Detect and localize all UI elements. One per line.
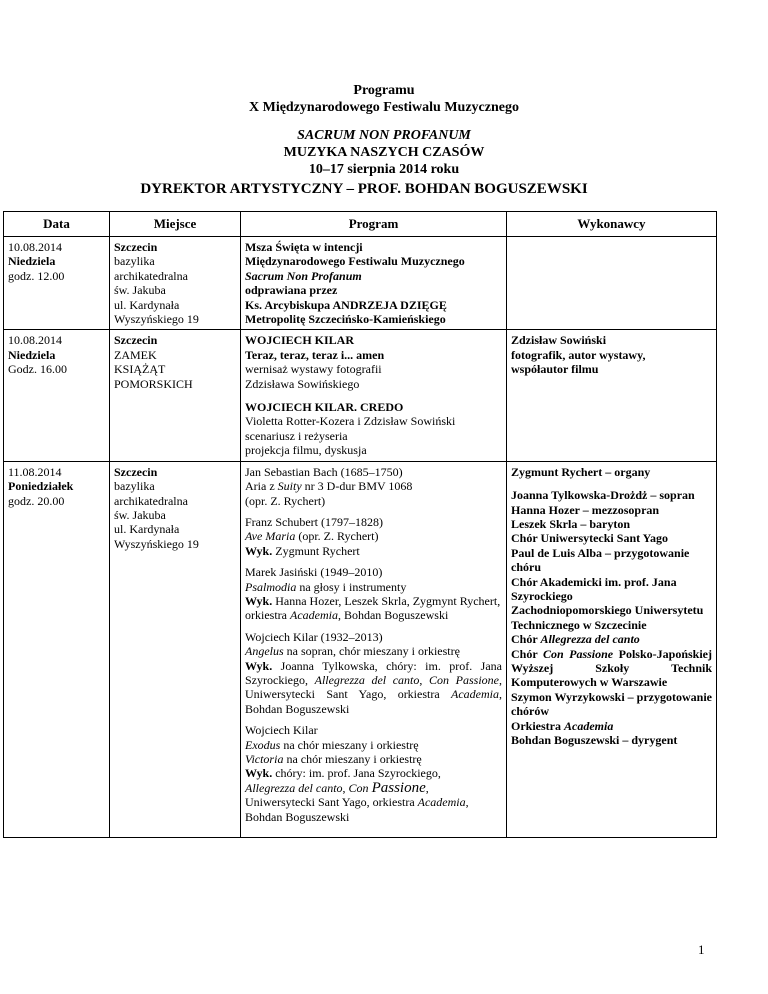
ensemble-name: Allegrezza del canto [540,632,640,647]
city: Szczecin [114,240,158,254]
text-span: Uniwersytecki Sant Yago, orkiestra [245,795,418,810]
text-span: Hanna Hozer, Leszek Skrla, Zygmynt Rychert, orkiestra [245,593,501,623]
date-cell [4,461,110,837]
ensemble-name: Academia [451,687,499,702]
date: 11.08.2014 [8,464,62,479]
composer-line: Marek Jasiński (1949–2010) [245,565,383,580]
text-span: chóry: im. prof. Jana Szyrockiego, [272,766,441,781]
table-row [4,330,717,461]
text-span: Aria z [245,479,278,494]
performer-line: Hanna Hozer – mezzosopran [511,502,660,517]
time: godz. 20.00 [8,493,65,508]
text-span: (opr. Z. Rychert) [295,529,379,544]
performer-line: Chór Akademicki im. prof. Jana Szyrockiego [511,574,677,603]
column-header-program: Program [241,212,507,237]
text-span: Zygmunt Rychert [272,543,360,558]
performers-line [245,544,502,558]
date-cell [4,237,110,330]
work-line [245,644,502,658]
work-title: Psalmodia [245,579,297,594]
city: Szczecin [114,464,158,479]
performers-line: Bohdan Boguszewski [245,809,350,824]
performer-line: Bohdan Boguszewski – dyrygent [511,733,678,747]
place-line: Wyszyńskiego 19 [114,312,199,327]
program-schubert [245,515,502,558]
work-line [245,580,502,594]
program-line: Ks. Arcybiskupa ANDRZEJA DZIĘGĘ [245,297,447,312]
program-cell [241,461,507,837]
date: 10.08.2014 [8,240,62,254]
wyk-label: Wyk. [245,543,273,558]
place-line: św. Jakuba [114,507,166,522]
header-line-1: Programu [353,83,415,98]
ensemble-name: Academia [289,608,338,623]
performer-line: Zdzisław Sowiński [511,333,607,348]
performers-line [245,659,502,717]
ensemble-name: Academia [564,718,614,733]
program-line: projekcja filmu, dyskusja [245,443,367,458]
work-title: Exodus [245,737,281,752]
document-header [0,82,768,116]
program-line: scenariusz i reżyseria [245,428,348,443]
work-title: Ave Maria [245,529,296,544]
place-line: ul. Kardynała [114,522,180,537]
program-table [3,211,717,838]
text-span: na chór mieszany i orkiestrę [283,752,422,766]
place-line: bazylika [114,254,155,269]
program-line: wernisaż wystawy fotografii [245,362,382,377]
table-row [4,237,717,330]
text-span: Chór [511,646,543,661]
ensemble-name: Con Passione [429,672,499,687]
arrangement-line: (opr. Z. Rychert) [245,493,326,508]
program-kilar-exodus [245,723,502,824]
ensemble-name: Passione [371,779,426,796]
program-line: Msza Święta w intencji [245,240,363,254]
program-line: Teraz, teraz, teraz i... amen [245,347,385,362]
text-span: , Bohdan Boguszewski [245,687,502,716]
program-line: WOJCIECH KILAR [245,333,355,348]
program-line: odprawiana przez [245,283,338,298]
performer-line: Chór Uniwersytecki Sant Yago [511,531,669,546]
work-line [245,738,502,752]
work-line [245,479,502,493]
place-line: archikatedralna [114,268,188,283]
work-title: Angelus [245,644,284,659]
place-line: bazylika [114,479,155,494]
date: 10.08.2014 [8,333,62,348]
table-header-row [4,212,717,237]
program-line: Międzynarodowego Festiwalu Muzycznego [245,254,465,269]
work-line [245,529,502,543]
work-title: Victoria [245,752,284,766]
text-span: nr 3 D-dur BMV 1068 [301,479,413,494]
weekday: Niedziela [8,347,56,362]
ensemble-name: Con Passione [542,646,614,661]
text-span: na sopran, chór mieszany i orkiestrę [283,644,460,659]
ensemble-name: Academia [417,795,466,810]
composer-line: Wojciech Kilar [245,723,318,738]
text-span: , Uniwersytecki Sant Yago, orkiestra [245,672,502,702]
place-line: Wyszyńskiego 19 [114,536,199,551]
work-title: Suity [277,479,302,494]
performers-cell [507,330,717,461]
text-span: Joanna Tylkowska, chóry: im. prof. Jana Szyrockiego, [245,658,502,687]
performer-line [511,719,712,733]
text-span: , [419,672,430,687]
place-line: św. Jakuba [114,283,166,298]
text-span: , Bohdan Boguszewski [337,608,449,623]
performers-line [245,795,502,809]
performers-line [245,781,502,795]
text-span: Polsko-Japońskiej Wyższej Szkoły Technik Komputerowych w Warszawie [511,646,712,690]
text-span: na chór mieszany i orkiestrę [280,737,419,752]
wyk-label: Wyk. [245,766,273,781]
program-bach [245,465,502,508]
table-row [4,461,717,837]
program-cell [241,330,507,461]
city: Szczecin [114,333,158,348]
wyk-label: Wyk. [245,593,273,608]
performer-line [511,647,712,690]
place-line: ZAMEK [114,347,157,362]
time: godz. 12.00 [8,268,65,283]
performer-line: Zygmunt Rychert – organy [511,464,651,479]
performers-cell [507,461,717,837]
place-cell [110,461,241,837]
program-line: Violetta Rotter-Kozera i Zdzisław Sowiński [245,414,456,429]
wyk-label: Wyk. [245,658,273,673]
program-kilar-angelus [245,630,502,716]
performer-line: Paul de Luis Alba – przygotowanie chóru [511,545,690,575]
composer-line: Franz Schubert (1797–1828) [245,514,383,529]
composer-line: Wojciech Kilar (1932–2013) [245,629,383,644]
work-line [245,752,502,766]
performers-line [245,766,502,780]
director-line: DYREKTOR ARTYSTYCZNY – PROF. BOHDAN BOGUSZEWSKI [140,181,588,197]
performer-line [511,632,712,646]
weekday: Poniedziałek [8,479,74,494]
date-cell [4,330,110,461]
performer-line: Joanna Tylkowska-Drożdż – sopran [511,488,695,503]
festival-subtitle [0,127,768,178]
place-line: archikatedralna [114,493,188,508]
place-line: KSIĄŻĄT [114,362,166,377]
place-cell [110,330,241,461]
header-line-3: SACRUM NON PROFANUM [297,128,471,143]
text-span: , [465,795,469,810]
weekday: Niedziela [8,254,56,269]
text-span: Chór [511,632,541,647]
column-header-date: Data [4,212,110,237]
time: Godz. 16.00 [8,362,67,377]
header-line-4: MUZYKA NASZYCH CZASÓW [283,145,485,160]
performer-line: Szymon Wyrzykowski – przygotowanie chórów [511,689,712,719]
performer-line: Leszek Skrla – baryton [511,516,631,531]
ensemble-name: Con [348,780,372,795]
composer-line: Jan Sebastian Bach (1685–1750) [245,464,403,479]
performer-line: współautor filmu [511,362,599,377]
performers-cell [507,237,717,330]
page-number: 1 [698,942,705,957]
performers-line [245,594,502,623]
program-line: WOJCIECH KILAR. CREDO [245,400,404,415]
performer-line: Zachodniopomorskiego Uniwersytetu Technicznego w Szczecinie [511,603,704,632]
program-line: Metropolitę Szczecińsko-Kamieńskiego [245,312,446,327]
ensemble-name: Allegrezza del canto [245,780,343,795]
header-line-2: X Międzynarodowego Festiwalu Muzycznego [249,100,519,115]
text-span: , [342,780,349,795]
place-line: ul. Kardynała [114,297,180,312]
header-line-5: 10–17 sierpnia 2014 roku [308,162,460,177]
program-line: Sacrum Non Profanum [245,268,362,283]
place-cell [110,237,241,330]
ensemble-name: Allegrezza del canto [314,672,420,687]
program-jasinski [245,565,502,623]
column-header-place: Miejsce [110,212,241,237]
program-cell [241,237,507,330]
text-span: , [425,780,429,795]
column-header-performers: Wykonawcy [507,212,717,237]
place-line: POMORSKICH [114,376,193,391]
text-span: Orkiestra [511,718,564,733]
performer-line: fotografik, autor wystawy, [511,347,646,362]
text-span: na głosy i instrumenty [296,579,407,594]
program-line: Zdzisława Sowińskiego [245,376,360,391]
